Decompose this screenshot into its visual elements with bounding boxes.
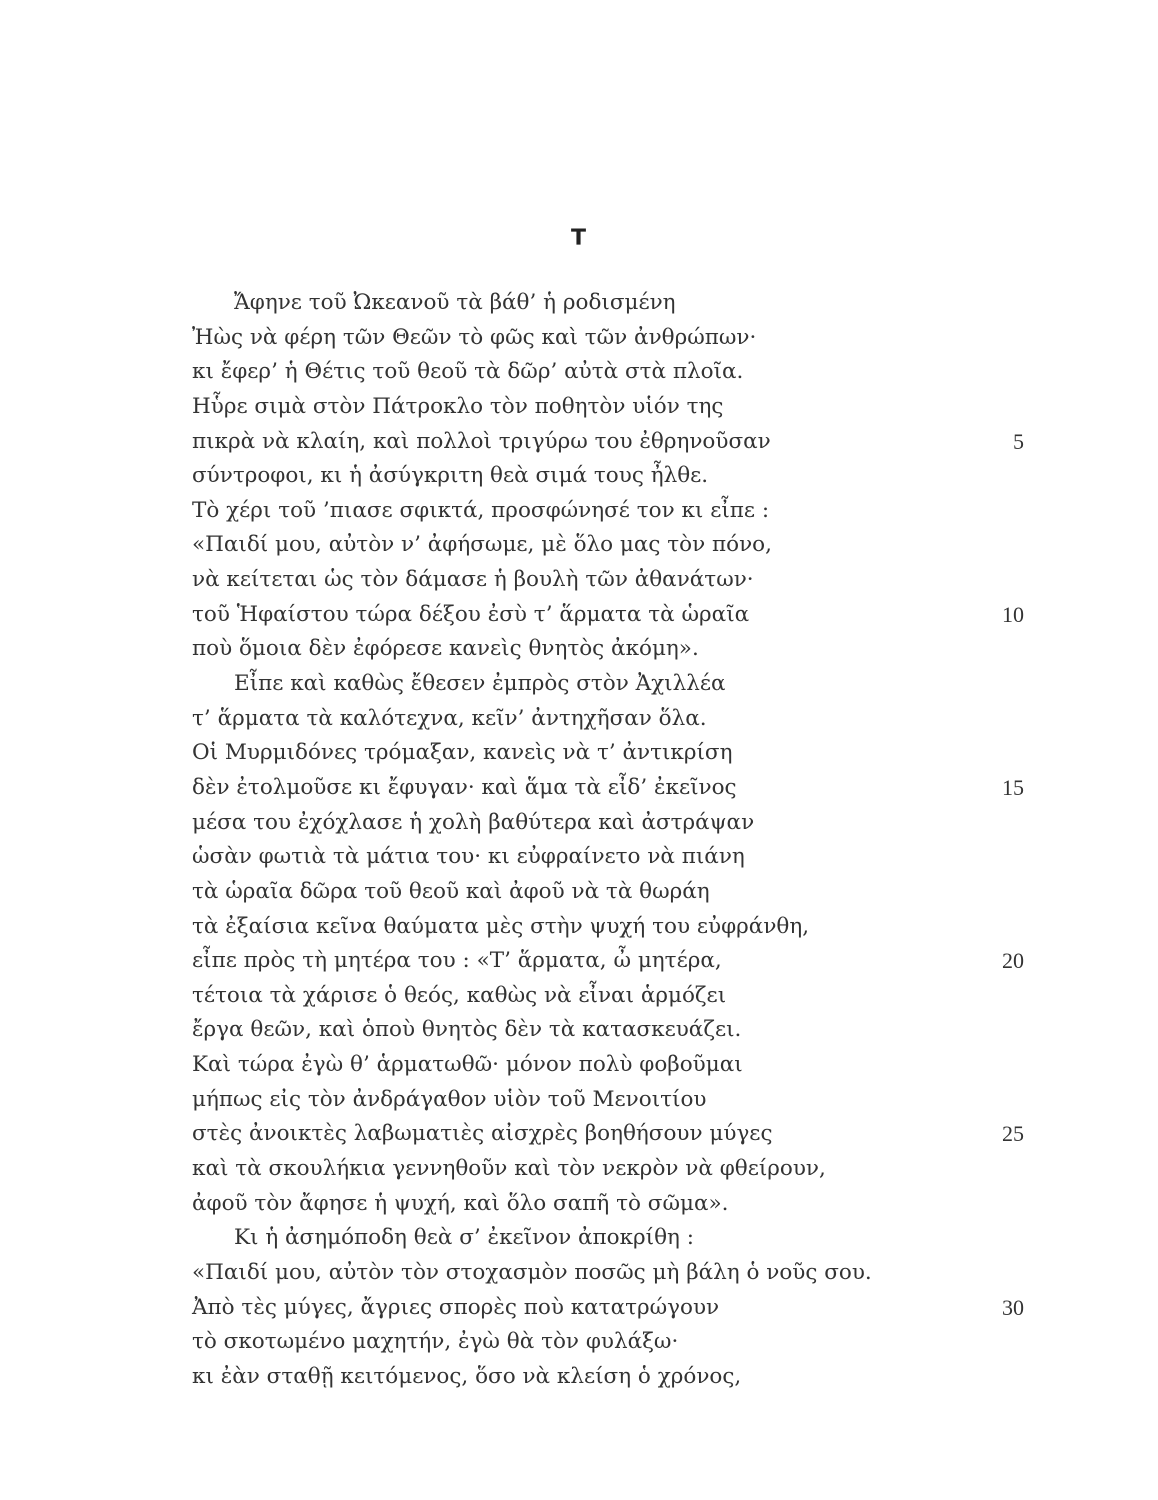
verse-text: ποὺ ὅμοια δὲν ἐφόρεσε κανεὶς θνητὸς ἀκόμη».: [192, 636, 699, 662]
verse-line: [192, 806, 1072, 841]
verse-line: [192, 1291, 1072, 1326]
verse-line: [192, 736, 1072, 771]
line-number: 25: [1002, 1121, 1024, 1147]
verse-line: [192, 355, 1072, 390]
line-number: 5: [1013, 428, 1024, 454]
verse-line: [192, 1256, 1072, 1291]
verse-line: [192, 1152, 1072, 1187]
verse-text: Καὶ τώρα ἐγὼ θ’ ἁρματωθῶ· μόνον πολὺ φοβοῦμαι: [192, 1052, 743, 1078]
verse-line: [192, 528, 1072, 563]
verse-text: Οἱ Μυρμιδόνες τρόμαξαν, κανεὶς νὰ τ’ ἀντικρίση: [192, 740, 733, 766]
verse-line: [192, 632, 1072, 667]
verse-text: εἶπε πρὸς τὴ μητέρα του : «Τ’ ἅρματα, ὦ μητέρα,: [192, 948, 722, 974]
verse-line: [192, 667, 1072, 702]
verse-line: [192, 979, 1072, 1014]
verse-text: Ἄφηνε τοῦ Ὠκεανοῦ τὰ βάθ’ ἡ ροδισμένη: [234, 290, 676, 315]
verse-line: [192, 494, 1072, 529]
verse-text: τὰ ἐξαίσια κεῖνα θαύματα μὲς στὴν ψυχή του εὐφράνθη,: [192, 913, 810, 939]
line-number: 15: [1002, 774, 1024, 800]
verse-text: πικρὰ νὰ κλαίη, καὶ πολλοὶ τριγύρω του ἐθρηνοῦσαν: [192, 428, 771, 454]
verse-text: μέσα του ἐχόχλασε ἡ χολὴ βαθύτερα καὶ ἀστράψαν: [192, 809, 755, 835]
verse-text: Κι ἡ ἀσημόποδη θεὰ σ’ ἐκεῖνον ἀποκρίθη :: [234, 1225, 695, 1251]
verse-text: τοῦ Ἡφαίστου τώρα δέξου ἐσὺ τ’ ἅρματα τὰ ὡραῖα: [192, 601, 750, 627]
verse-line: [192, 1360, 1072, 1395]
verse-line: [192, 1083, 1072, 1118]
line-number: 10: [1002, 601, 1024, 627]
verse-text: Εἶπε καὶ καθὼς ἔθεσεν ἐμπρὸς στὸν Ἀχιλλέα: [234, 671, 726, 697]
verse-line: [192, 1187, 1072, 1222]
verse-text: ὡσὰν φωτιὰ τὰ μάτια του· κι εὐφραίνετο νὰ πιάνη: [192, 844, 745, 870]
verse-line: [192, 702, 1072, 737]
verse-line: [192, 321, 1072, 356]
verse-text: Ηὗρε σιμὰ στὸν Πάτροκλο τὸν ποθητὸν υἱόν της: [192, 393, 724, 419]
line-number: 30: [1002, 1294, 1024, 1320]
verse-text: ἔργα θεῶν, καὶ ὁποὺ θνητὸς δὲν τὰ κατασκευάζει.: [192, 1017, 742, 1043]
verse-text: Ἀπὸ τὲς μύγες, ἄγριες σπορὲς ποὺ κατατρώγουν: [192, 1294, 720, 1320]
verse-line: [192, 1221, 1072, 1256]
verse-line: [192, 598, 1072, 633]
verse-line: [192, 1048, 1072, 1083]
verse-line: [192, 1325, 1072, 1360]
verse-text: νὰ κείτεται ὡς τὸν δάμασε ἡ βουλὴ τῶν ἀθανάτων·: [192, 567, 754, 593]
verse-text: κι ἐὰν σταθῇ κειτόμενος, ὅσο νὰ κλείση ὁ χρόνος,: [192, 1363, 742, 1389]
verse-line: [192, 771, 1072, 806]
verse-text: «Παιδί μου, αὐτὸν τὸν στοχασμὸν ποσῶς μὴ βάλη ὁ νοῦς σου.: [192, 1259, 872, 1285]
verse-line: [192, 390, 1072, 425]
verse-line: [192, 459, 1072, 494]
verse-text: τ’ ἅρματα τὰ καλότεχνα, κεῖν’ ἀντηχῆσαν ὅλα.: [192, 705, 707, 731]
verse-line: [192, 563, 1072, 598]
verse-text: μήπως εἰς τὸν ἀνδράγαθον υἱὸν τοῦ Μενοιτίου: [192, 1086, 707, 1112]
verse-text: Τὸ χέρι τοῦ ’πιασε σφικτά, προσφώνησέ τον κι εἶπε :: [192, 497, 770, 523]
verse-text: τὰ ὡραῖα δῶρα τοῦ θεοῦ καὶ ἀφοῦ νὰ τὰ θωράη: [192, 878, 710, 904]
verse-text: κι ἔφερ’ ἡ Θέτις τοῦ θεοῦ τὰ δῶρ’ αὐτὰ στὰ πλοῖα.: [192, 359, 744, 385]
verse-text: σύντροφοι, κι ἡ ἀσύγκριτη θεὰ σιμά τους ἦλθε.: [192, 463, 709, 489]
verse-line: [192, 840, 1072, 875]
verse-line: [192, 910, 1072, 945]
verse-text: τέτοια τὰ χάρισε ὁ θεός, καθὼς νὰ εἶναι ἁρμόζει: [192, 982, 727, 1008]
verse-line: [192, 1117, 1072, 1152]
verse-line: [192, 425, 1072, 460]
verse-line: [192, 1013, 1072, 1048]
line-number: 20: [1002, 948, 1024, 974]
verse-text: «Παιδί μου, αὐτὸν ν’ ἀφήσωμε, μὲ ὅλο μας τὸν πόνο,: [192, 532, 772, 558]
verse-text: στὲς ἀνοικτὲς λαβωματιὲς αἰσχρὲς βοηθήσουν μύγες: [192, 1121, 773, 1147]
book-letter-heading: Τ: [570, 226, 587, 251]
verse-text: ἀφοῦ τὸν ἄφησε ἡ ψυχή, καὶ ὅλο σαπῆ τὸ σῶμα».: [192, 1190, 729, 1216]
verse-text: Ἠὼς νὰ φέρη τῶν Θεῶν τὸ φῶς καὶ τῶν ἀνθρώπων·: [192, 324, 757, 350]
verse-line: [192, 875, 1072, 910]
verse-line: [192, 286, 1072, 321]
verse-text: δὲν ἐτολμοῦσε κι ἔφυγαν· καὶ ἅμα τὰ εἶδ’ ἐκεῖνος: [192, 774, 737, 800]
verse-text: τὸ σκοτωμένο μαχητήν, ἐγὼ θὰ τὸν φυλάξω·: [192, 1329, 679, 1355]
verse-text: καὶ τὰ σκουλήκια γεννηθοῦν καὶ τὸν νεκρὸν νὰ φθείρουν,: [192, 1156, 826, 1182]
poem-body: [192, 286, 1072, 1395]
verse-line: [192, 944, 1072, 979]
